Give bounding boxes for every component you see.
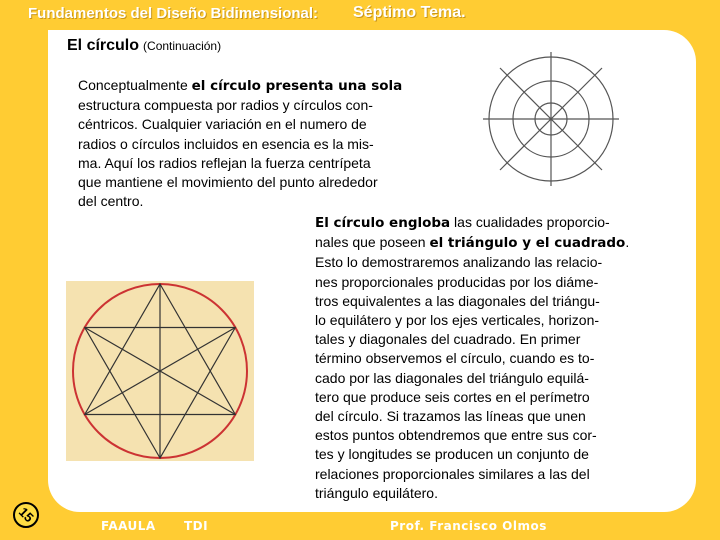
paragraph-line: que mantiene el movimiento del punto alrededor: [78, 174, 378, 191]
section-title-text: El círculo: [67, 37, 140, 54]
header-title: Fundamentos del Diseño Bidimensional:: [28, 5, 319, 22]
paragraph-radios: [78, 76, 423, 211]
section-title: [67, 37, 221, 55]
section-subtitle: (Continuación): [143, 39, 222, 53]
paragraph-line: relaciones proporcionales similares a las del: [315, 465, 590, 482]
paragraph-line: cado por las diagonales del triángulo equilá-: [315, 369, 589, 386]
paragraph-line: Conceptualmente el círculo presenta una sola: [78, 77, 403, 94]
paragraph-line: radios o círculos incluidos en esencia es la mis-: [78, 135, 374, 152]
paragraph-line: término observemos el círculo, cuando es to-: [315, 350, 595, 367]
paragraph-line: del centro.: [78, 193, 144, 210]
paragraph-engloba: [315, 213, 650, 503]
paragraph-line: estructura compuesta por radios y círculos con-: [78, 97, 373, 114]
header-subtitle: Séptimo Tema.: [353, 4, 466, 21]
paragraph-line: del círculo. Si trazamos las líneas que unen: [315, 408, 586, 425]
paragraph-line: tero que produce seis cortes en el perímetro: [315, 388, 590, 405]
paragraph-line: lo equilátero y por los ejes verticales, horizon-: [315, 312, 600, 329]
paragraph-line: nales que poseen el triángulo y el cuadrado.: [315, 234, 630, 252]
footer-professor: Prof. Francisco Olmos: [390, 519, 547, 533]
paragraph-line: ma. Aquí los radios reflejan la fuerza centrípeta: [78, 154, 371, 171]
paragraph-line: estos puntos obtendremos que entre sus cor-: [315, 427, 597, 444]
paragraph-line: tes y longitudes se producen un conjunto de: [315, 446, 589, 463]
concentric-circles-figure: [478, 52, 624, 198]
paragraph-line: nes proporcionales producidas por los diáme-: [315, 273, 599, 290]
paragraph-line: El círculo engloba las cualidades proporcio-: [315, 214, 610, 231]
header-bar: [0, 0, 720, 28]
hexagram-in-circle-figure: [66, 281, 254, 461]
paragraph-line: triángulo equilátero.: [315, 484, 438, 501]
paragraph-line: céntricos. Cualquier variación en el numero de: [78, 116, 367, 133]
paragraph-line: tros equivalentes a las diagonales del triángu-: [315, 292, 600, 309]
page-number-badge: [8, 497, 45, 534]
paragraph-line: Esto lo demostraremos analizando las relacio-: [315, 254, 603, 271]
paragraph-line: tales y diagonales del cuadrado. En primer: [315, 331, 581, 348]
page-number: 15: [15, 504, 37, 526]
footer-course: TDI: [184, 519, 209, 533]
footer-institution: FAAULA: [101, 519, 156, 533]
